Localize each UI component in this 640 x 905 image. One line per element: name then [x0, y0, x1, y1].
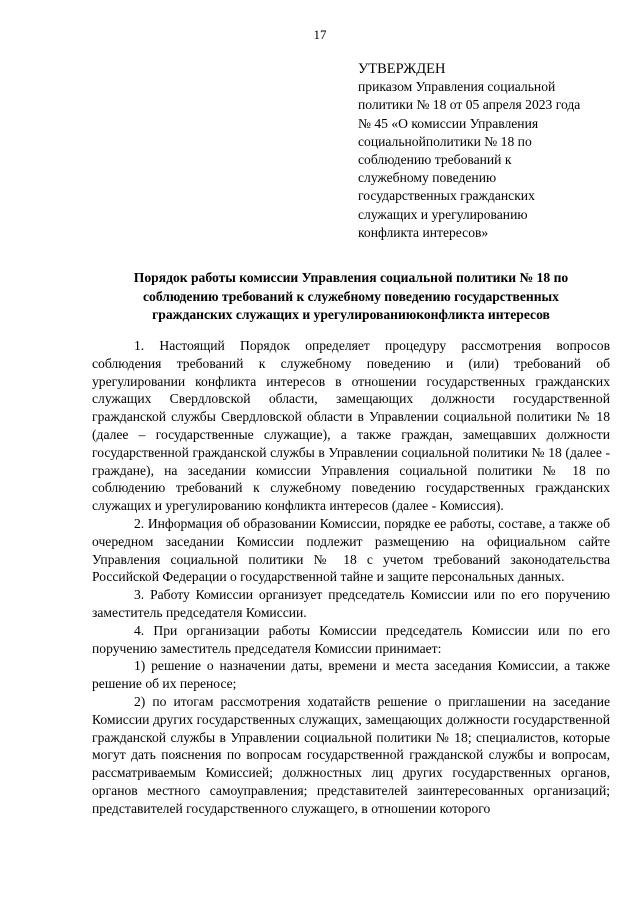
approval-line: служащих и урегулированию: [358, 206, 528, 222]
page-number: 17: [313, 27, 327, 42]
title-line: гражданских служащих и урегулированиюконфликта интересов: [152, 307, 550, 322]
document-title: [92, 269, 610, 325]
paragraph-3: 3. Работу Комиссии организует председатель Комиссии или по его поручению заместитель председателя Комиссии.: [92, 587, 610, 620]
paragraph-1: 1. Настоящий Порядок определяет процедуру рассмотрения вопросов соблюдения требований к служебному поведению и (или) требований об урегулировании конфликта интересов в отношении государственных гражданских служащих Свердловской области, замещающих должности государственной гражданской службы Свердловской области в Управлении социальной политики № 18 (далее – государственные служащие), а также граждан, замещавших должности государственной гражданской службы в Управлении социальной политики № 18 (далее - граждане), на заседании комиссии Управления социальной политики № 18 по соблюдению требований к служебному поведению государственных гражданских служащих и урегулированию конфликта интересов (далее - Комиссия).: [92, 338, 610, 514]
approval-line: приказом Управления социальной: [358, 79, 556, 95]
paragraph-4: 4. При организации работы Комиссии председатель Комиссии или по его поручению заместитель председателя Комиссии принимает:: [92, 622, 610, 656]
approval-line: политики № 18 от 05 апреля 2023 года: [358, 97, 581, 113]
subparagraph-2: 2) по итогам рассмотрения ходатайств решение о приглашении на заседание Комиссии других государственных служащих, замещающих должности государственной гражданской службы в Управлении социальной политики № 18; специалистов, которые могут дать пояснения по вопросам государственной гражданской службы и вопросам, рассматриваемым Комиссией; должностных лиц других государственных органов, органов местного самоуправления; представителей заинтересованных организаций; представителей государственного служащего, в отношении которого: [92, 693, 610, 816]
approval-line: государственных гражданских: [358, 188, 535, 204]
document-body: [92, 337, 610, 818]
approval-line: служебному поведению: [358, 170, 497, 186]
paragraph-2: 2. Информация об образовании Комиссии, порядке ее работы, составе, а также об очередном заседании Комиссии подлежит размещению на официальном сайте Управления социальной политики № 18 с учетом требований законодательства Российской Федерации о государственной тайне и защите персональных данных.: [92, 515, 610, 585]
approval-line: социальнойполитики № 18 по: [358, 133, 532, 149]
title-line: Порядок работы комиссии Управления социальной политики № 18 по: [133, 270, 569, 285]
approval-line: соблюдению требований к: [358, 152, 512, 168]
approval-line: конфликта интересов»: [358, 224, 489, 240]
approval-line: № 45 «О комиссии Управления: [358, 115, 539, 131]
approval-stamp: [358, 60, 608, 242]
approval-heading: УТВЕРЖДЕН: [358, 61, 446, 77]
subparagraph-1: 1) решение о назначении даты, времени и места заседания Комиссии, а также решение об их переносе;: [92, 658, 610, 692]
title-line: соблюдению требований к служебному поведению государственных: [143, 288, 559, 304]
